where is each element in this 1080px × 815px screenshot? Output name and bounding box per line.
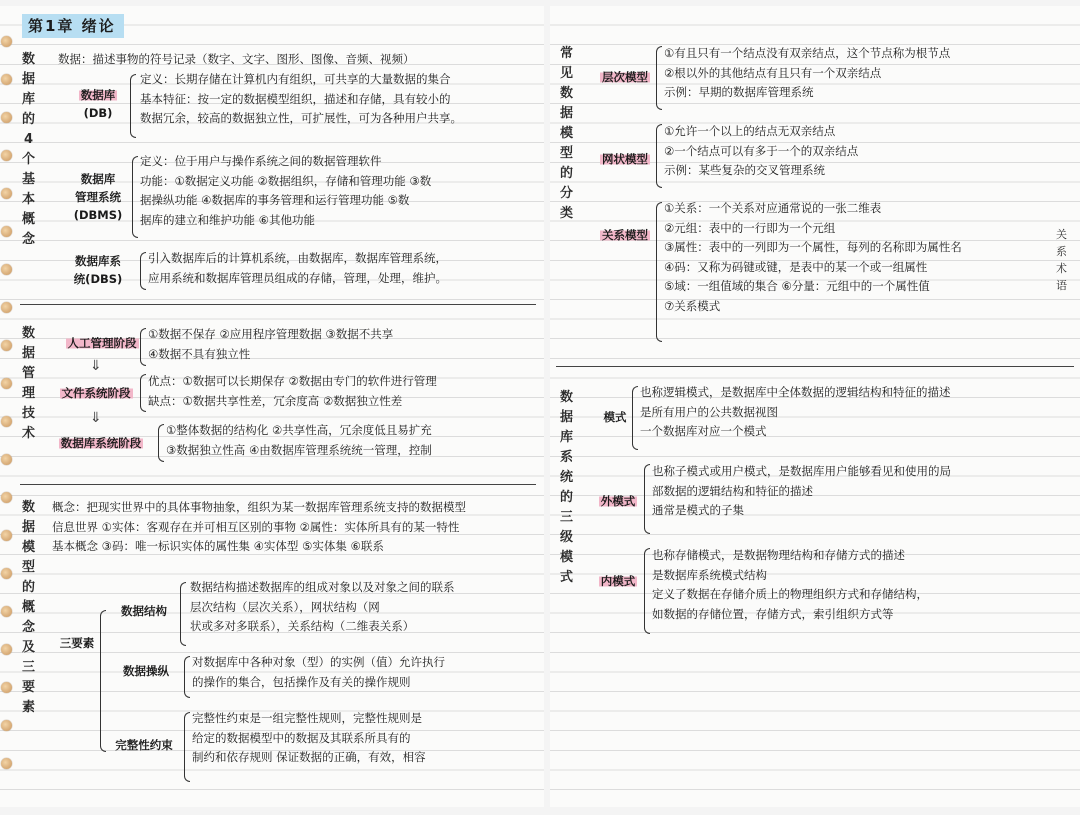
note-line: 优点：①数据可以长期保存 ②数据由专门的软件进行管理	[148, 374, 437, 388]
note-line: 定义：长期存储在计算机内有组织，可共享的大量数据的集合	[140, 72, 451, 86]
binding-ring-icon	[1, 606, 12, 617]
note-line: 如数据的存储位置，存储方式，索引组织方式等	[652, 606, 894, 621]
binding-ring-icon	[1, 226, 12, 237]
note-line: 数据结构描述数据库的组成对象以及对象之间的联系	[190, 580, 455, 594]
title-char: 见	[560, 66, 574, 81]
binding-ring-icon	[1, 758, 12, 769]
title-char: 统	[560, 470, 574, 485]
note-line: ①有且只有一个结点没有双亲结点，这个节点称为根节点	[664, 46, 951, 60]
section-title-model-types	[560, 44, 573, 224]
dbs-brace	[140, 252, 146, 290]
note-line: ⑤域：一组值域的集合 ⑥分量：元组中的一个属性值	[664, 279, 930, 294]
title-char: 系	[1056, 245, 1067, 258]
title-char: 常	[560, 46, 574, 61]
title-char: 三	[560, 510, 574, 525]
title-char: 模	[560, 126, 574, 141]
relational-model-label: 关系模型	[602, 228, 648, 242]
dbms-definition	[140, 152, 431, 230]
note-line: 通常是模式的子集	[652, 503, 744, 518]
title-char: 三	[22, 660, 36, 675]
note-line: 一个数据库对应一个模式	[640, 424, 767, 439]
title-char: 本	[22, 192, 36, 207]
network-model-label: 网状模型	[602, 152, 648, 166]
stage-file-label: 文件系统阶段	[61, 386, 131, 400]
note-line: 是数据库系统模式结构	[652, 567, 767, 582]
three-elements-brace	[100, 610, 106, 752]
note-line: 是所有用户的公共数据视图	[640, 404, 778, 419]
stage-manual-details	[148, 325, 393, 364]
title-char: 的	[560, 490, 574, 505]
note-line: 功能：①数据定义功能 ②数据组织，存储和管理功能 ③数	[140, 173, 432, 188]
note-line: 信息世界 ①实体：客观存在并可相互区别的事物 ②属性：实体所具有的某一特性	[52, 519, 460, 534]
note-line: ①关系：一个关系对应通常说的一张二维表	[664, 201, 882, 215]
note-line: 定义了数据在存储介质上的物理组织方式和存储结构，	[652, 587, 928, 602]
title-char: 念	[22, 232, 36, 247]
binding-ring-icon	[1, 492, 12, 503]
title-char: 术	[1056, 262, 1067, 275]
binding-ring-icon	[1, 454, 12, 465]
title-char: 型	[560, 146, 574, 161]
data-structure-label: 数据结构	[121, 604, 167, 618]
title-char: 模	[560, 550, 574, 565]
title-char: 语	[1056, 279, 1067, 292]
margin-note-relational-terms	[1056, 226, 1067, 294]
dbs-definition	[148, 249, 447, 288]
stage-db-label: 数据库系统阶段	[60, 436, 142, 450]
data-structure-details	[190, 578, 455, 637]
db-label: 数据库 (DB)	[80, 88, 116, 120]
note-line: 部数据的逻辑结构和特征的描述	[652, 483, 813, 498]
binding-ring-icon	[1, 682, 12, 693]
binding-ring-icon	[1, 340, 12, 351]
db-brace	[130, 74, 136, 138]
binding-ring-icon	[1, 302, 12, 313]
integrity-constraint-details	[192, 709, 426, 768]
data-operation-details	[192, 653, 445, 692]
dbms-label: 数据库 管理系统 (DBMS)	[73, 172, 123, 222]
title-char: 关	[1056, 228, 1067, 241]
binding-ring-icon	[1, 530, 12, 541]
title-char: 概	[22, 600, 36, 615]
title-char: 个	[22, 152, 36, 167]
relational-brace	[656, 202, 662, 342]
dbms-brace	[132, 156, 138, 238]
note-line: 示例：早期的数据库管理系统	[664, 85, 814, 100]
right-notebook-page	[550, 6, 1080, 807]
title-char: 的	[22, 112, 36, 127]
binding-ring-icon	[1, 74, 12, 85]
note-line: 基本概念 ③码：唯一标识实体的属性集 ④实体型 ⑤实体集 ⑥联系	[52, 539, 384, 554]
note-line: ②根以外的其他结点有且只有一个双亲结点	[664, 65, 882, 80]
title-char: 的	[560, 166, 574, 181]
title-char: 类	[560, 206, 574, 221]
binding-ring-icon	[1, 150, 12, 161]
title-char: 要	[22, 680, 36, 695]
stage-db-brace	[158, 424, 164, 462]
title-char: 分	[560, 186, 574, 201]
data-operation-label: 数据操纵	[123, 664, 169, 678]
network-details	[664, 122, 858, 181]
binding-ring-icon	[1, 568, 12, 579]
title-char: 系	[560, 450, 574, 465]
section-divider	[20, 484, 536, 485]
stage-db-details	[166, 421, 432, 460]
note-line: 的操作的集合，包括操作及有关的操作规则	[192, 674, 411, 689]
binding-ring-icon	[1, 188, 12, 199]
title-char: 理	[22, 386, 36, 401]
title-char: 模	[22, 540, 36, 555]
binding-ring-icon	[1, 416, 12, 427]
data-structure-brace	[180, 582, 186, 646]
hierarchical-model-label: 层次模型	[602, 70, 648, 84]
title-char: 据	[22, 346, 36, 361]
title-char: 数	[560, 390, 574, 405]
note-line: 也称子模式或用户模式，是数据库用户能够看见和使用的局	[652, 464, 951, 478]
binding-ring-icon	[1, 720, 12, 731]
note-line: 层次结构（层次关系），网状结构（网	[190, 599, 380, 614]
hierarchical-brace	[656, 46, 662, 110]
external-schema-label: 外模式	[600, 494, 636, 508]
title-char: 型	[22, 560, 36, 575]
dbs-label: 数据库系 统(DBS)	[73, 254, 123, 286]
note-line: ①整体数据的结构化 ②共享性高，冗余度低且易扩充	[166, 423, 432, 437]
down-arrow-icon: ⇓	[90, 358, 102, 374]
section-title-four-concepts	[22, 50, 35, 250]
binding-ring-icon	[1, 36, 12, 47]
note-line: 基本特征：按一定的数据模型组织，描述和存储，具有较小的	[140, 91, 451, 106]
note-line: 定义：位于用户与操作系统之间的数据管理软件	[140, 154, 382, 168]
note-line: 数据冗余，较高的数据独立性，可扩展性，可为各种用户共享。	[140, 111, 462, 126]
section-title-data-model	[22, 498, 35, 718]
ring-binding	[0, 36, 14, 806]
title-char: 据	[22, 72, 36, 87]
network-brace	[656, 124, 662, 188]
binding-ring-icon	[1, 264, 12, 275]
note-line: 也称存储模式，是数据物理结构和存储方式的描述	[652, 548, 905, 562]
section-divider	[556, 366, 1074, 367]
internal-schema-label: 内模式	[600, 574, 636, 588]
data-definition: 数据：描述事物的符号记录（数字、文字、图形、图像、音频、视频）	[58, 52, 415, 66]
binding-ring-icon	[1, 112, 12, 123]
section-title-data-management	[22, 324, 35, 444]
note-line: 也称逻辑模式，是数据库中全体数据的逻辑结构和特征的描述	[640, 385, 951, 399]
title-char: 据	[560, 410, 574, 425]
title-char: 据	[22, 520, 36, 535]
integrity-constraint-brace	[184, 712, 190, 782]
stage-file-details	[148, 372, 437, 411]
title-char: 级	[560, 530, 574, 545]
note-line: 据操纵功能 ④数据库的事务管理和运行管理功能 ⑤数	[140, 193, 410, 208]
schema-label: 模式	[603, 410, 627, 424]
title-char: 基	[22, 172, 36, 187]
schema-brace	[632, 386, 638, 450]
db-definition	[140, 70, 462, 129]
note-line: 据库的建立和维护功能 ⑥其他功能	[140, 212, 315, 227]
title-char: 术	[22, 426, 36, 441]
note-line: 引入数据库后的计算机系统，由数据库，数据库管理系统，	[148, 251, 447, 265]
internal-schema-brace	[644, 548, 650, 634]
title-char: 数	[560, 86, 574, 101]
title-char: 念	[22, 620, 36, 635]
title-char: 的	[22, 580, 36, 595]
note-line: 示例：某些复杂的交叉管理系统	[664, 163, 825, 178]
title-char: 据	[560, 106, 574, 121]
note-line: ③数据独立性高 ④由数据库管理系统统一管理，控制	[166, 442, 432, 457]
note-line: 应用系统和数据库管理员组成的存储，管理，处理，维护。	[148, 270, 447, 285]
stage-manual-brace	[140, 328, 146, 366]
title-char: 4	[23, 132, 34, 147]
chapter-title: 第1章 绪论	[22, 14, 124, 38]
internal-schema-details	[652, 546, 928, 624]
down-arrow-icon: ⇓	[90, 410, 102, 426]
note-line: 完整性约束是一组完整性规则，完整性规则是	[192, 711, 422, 725]
binding-ring-icon	[1, 644, 12, 655]
title-char: 及	[22, 640, 36, 655]
stage-manual-label: 人工管理阶段	[67, 336, 137, 350]
section-divider	[20, 304, 536, 305]
title-char: 库	[22, 92, 36, 107]
title-char: 概	[22, 212, 36, 227]
data-operation-brace	[184, 656, 190, 698]
three-elements-label: 三要素	[59, 636, 95, 650]
title-char: 管	[22, 366, 36, 381]
integrity-constraint-label: 完整性约束	[115, 738, 173, 752]
note-line: 给定的数据模型中的数据及其联系所具有的	[192, 730, 411, 745]
title-char: 数	[22, 500, 36, 515]
title-char: 数	[22, 52, 36, 67]
note-line: 概念：把现实世界中的具体事物抽象，组织为某一数据库管理系统支持的数据模型	[52, 500, 466, 514]
stage-file-brace	[140, 374, 146, 412]
data-model-concept	[52, 498, 466, 557]
external-schema-details	[652, 462, 951, 521]
hierarchical-details	[664, 44, 950, 103]
title-char: 式	[560, 570, 574, 585]
binding-ring-icon	[1, 378, 12, 389]
note-line: ②一个结点可以有多于一个的双亲结点	[664, 143, 859, 158]
title-char: 素	[22, 700, 36, 715]
title-char: 技	[22, 406, 36, 421]
external-schema-brace	[644, 464, 650, 534]
note-line: ⑦关系模式	[664, 298, 721, 313]
note-line: ①数据不保存 ②应用程序管理数据 ③数据不共享	[148, 327, 394, 341]
note-line: ②元组：表中的一行即为一个元组	[664, 220, 836, 235]
title-char: 数	[22, 326, 36, 341]
left-notebook-page	[0, 6, 544, 807]
note-line: ③属性：表中的一列即为一个属性，每列的名称即为属性名	[664, 240, 962, 255]
schema-details	[640, 383, 951, 442]
relational-details	[664, 199, 962, 317]
note-line: 状或多对多联系），关系结构（二维表关系）	[190, 619, 415, 634]
note-line: 制约和依存规则 保证数据的正确，有效，相容	[192, 750, 426, 765]
note-line: 缺点：①数据共享性差，冗余度高 ②数据独立性差	[148, 393, 403, 408]
note-line: 对数据库中各种对象（型）的实例（值）允许执行	[192, 655, 445, 669]
section-title-three-level-schema	[560, 388, 573, 588]
note-line: ④码：又称为码键或键，是表中的某一个或一组属性	[664, 259, 928, 274]
note-line: ④数据不具有独立性	[148, 346, 251, 361]
note-line: ①允许一个以上的结点无双亲结点	[664, 124, 836, 138]
title-char: 库	[560, 430, 574, 445]
